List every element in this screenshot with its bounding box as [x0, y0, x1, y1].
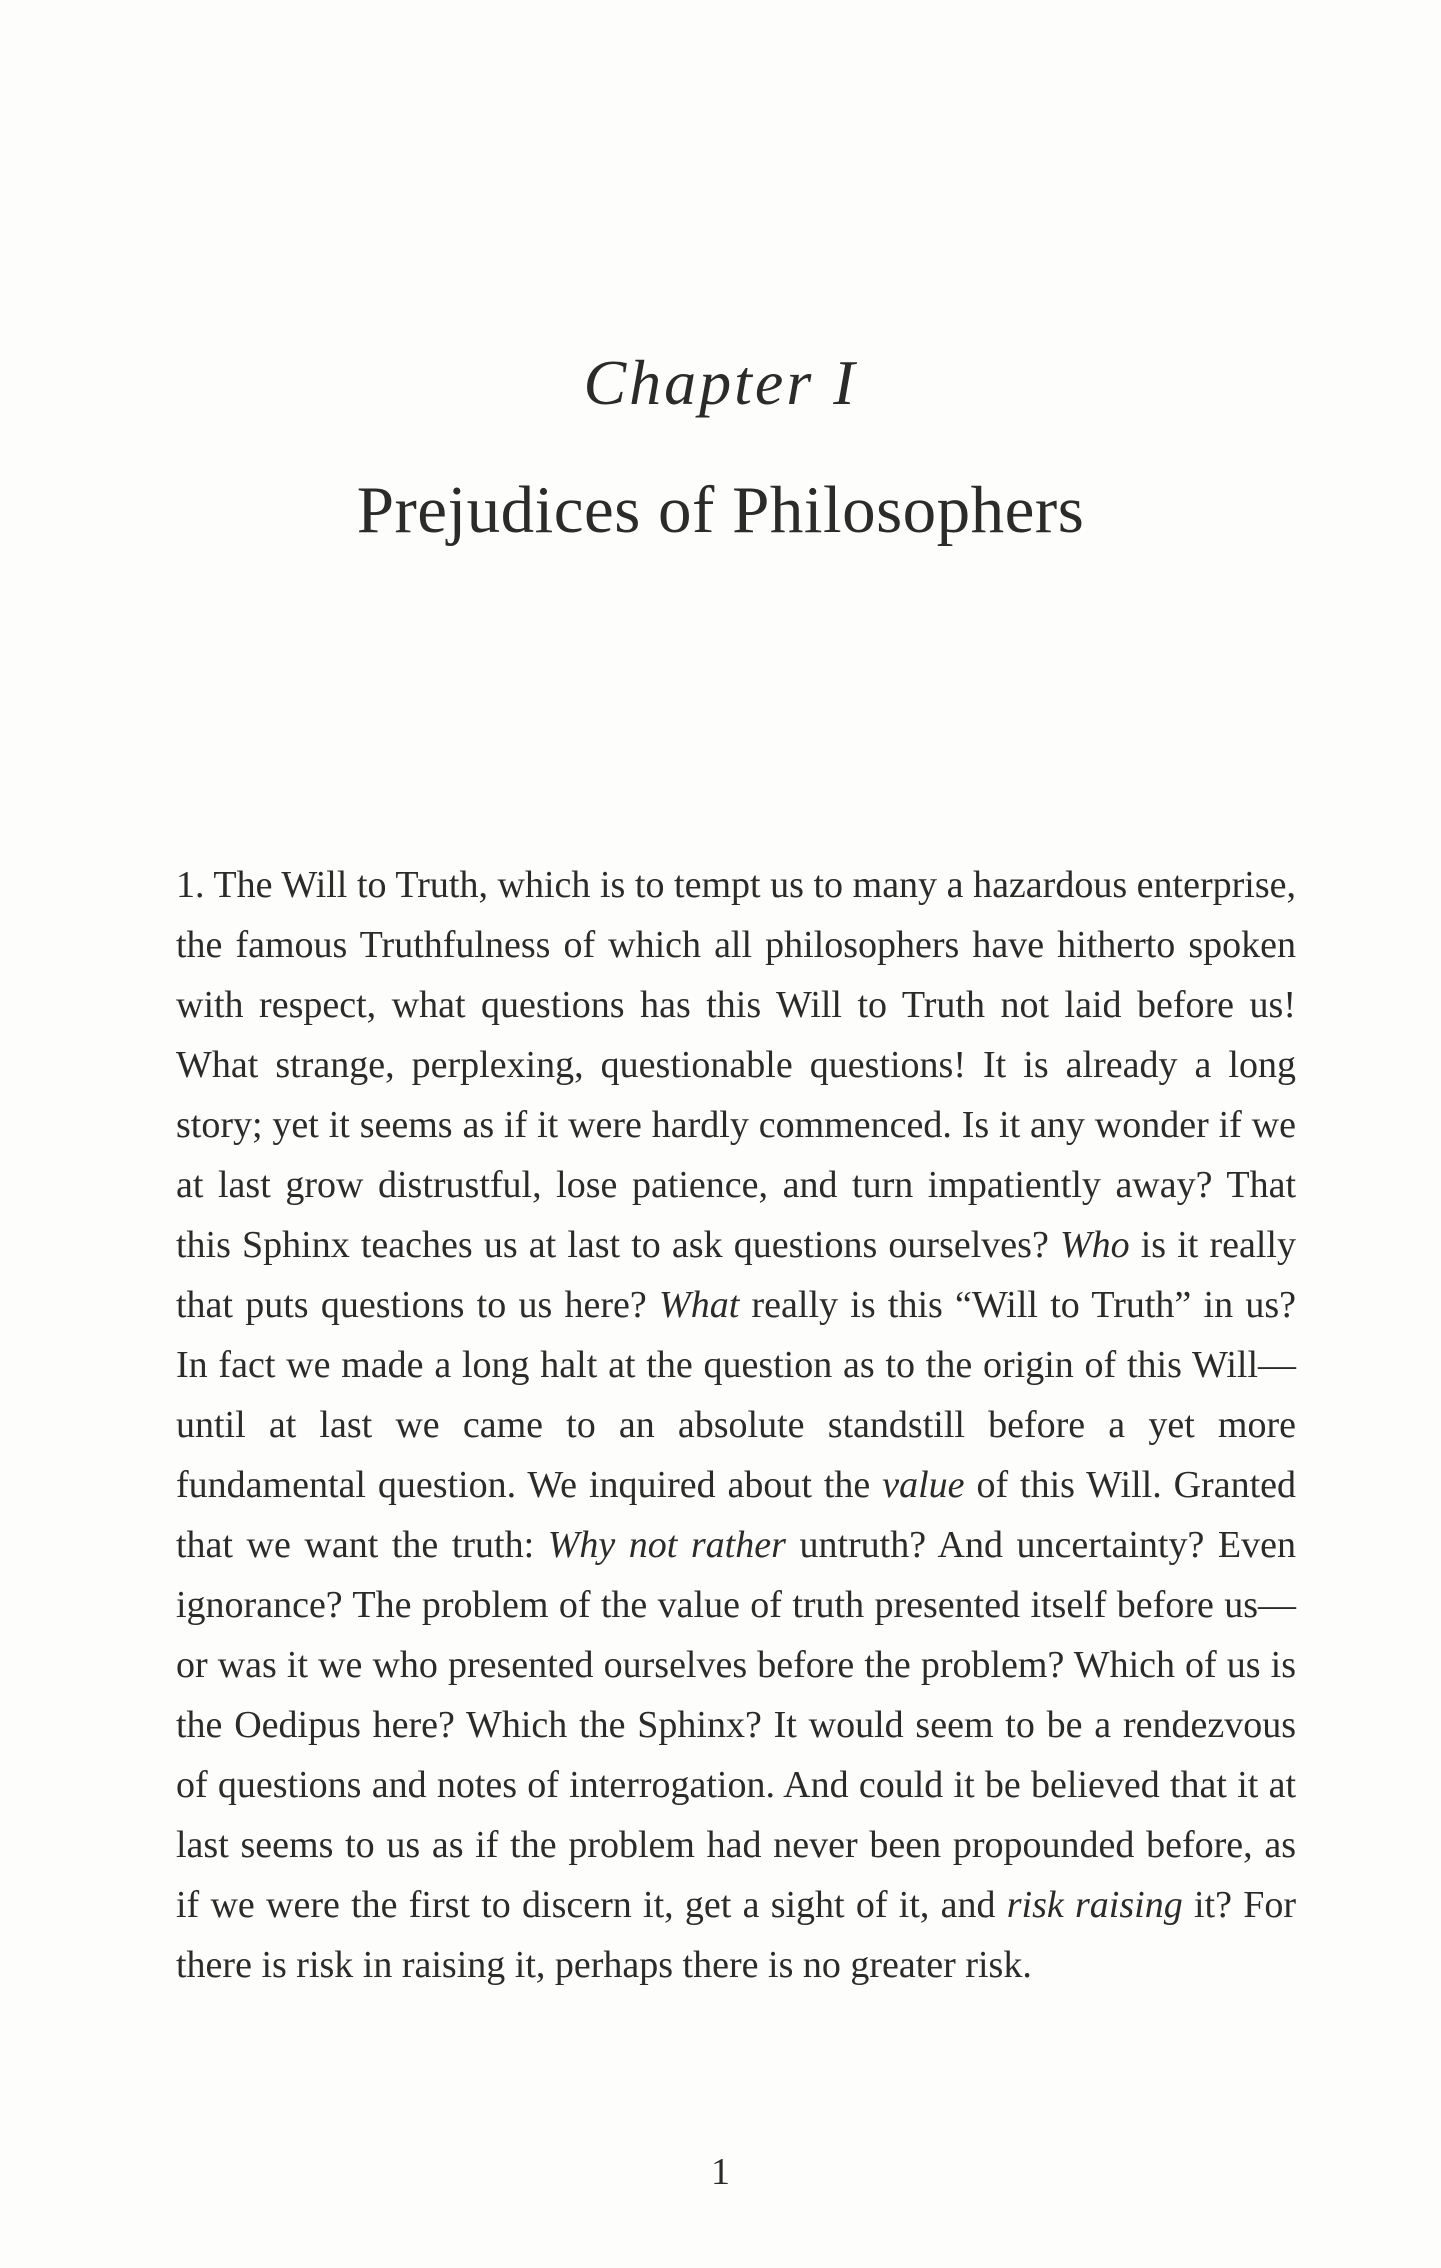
chapter-title: Prejudices of Philosophers — [356, 473, 1085, 547]
paragraph-text: really is this “Will to Truth” in us? In fact we made a long halt at the question as to the origin of this Will—until at last we came to an absolute standstill before a yet more fundamental question. We inquired about the — [176, 1284, 1297, 1506]
paragraph-text: 1. The Will to Truth, which is to tempt us to many a hazardous enterprise, the famous Truthfulness of which all philosophers have hitherto spoken with respect, what questions has this Will to Truth not laid before us! What strange, perplexing, questionable questions! It is already a long story; yet it seems as if it were hardly commenced. Is it any wonder if we at last grow distrustful, lose patience, and turn impatiently away? That this Sphinx teaches us at last to ask questions ourselves? — [176, 864, 1296, 1266]
page-number: 1 — [711, 2151, 730, 2193]
paragraph-text: untruth? And uncertainty? Even ignorance? The problem of the value of truth presented itself before us—or was it we who presented ourselves before the problem? Which of us is the Oedipus here? Which the Sphinx? It would seem to be a rendezvous of questions and notes of interrogation. And could it be believed that it at last seems to us as if the problem had never been propounded before, as if we were the first to discern it, get a sight of it, and — [176, 1524, 1296, 1926]
body-paragraph — [176, 855, 1296, 1995]
italic-risk-raising: risk raising — [1006, 1884, 1183, 1926]
paragraph-text: it? For there is risk in raising it, perhaps there is no greater risk. — [176, 1884, 1296, 1986]
italic-what: What — [659, 1284, 740, 1326]
italic-value: value — [882, 1464, 965, 1506]
italic-why-not-rather: Why not rather — [547, 1524, 786, 1566]
paragraph-text: is it really that puts questions to us here? — [176, 1224, 1296, 1326]
chapter-label: Chapter I — [583, 347, 858, 418]
paragraph-text: of this Will. Granted that we want the truth: — [176, 1464, 1297, 1566]
italic-who: Who — [1059, 1224, 1130, 1266]
